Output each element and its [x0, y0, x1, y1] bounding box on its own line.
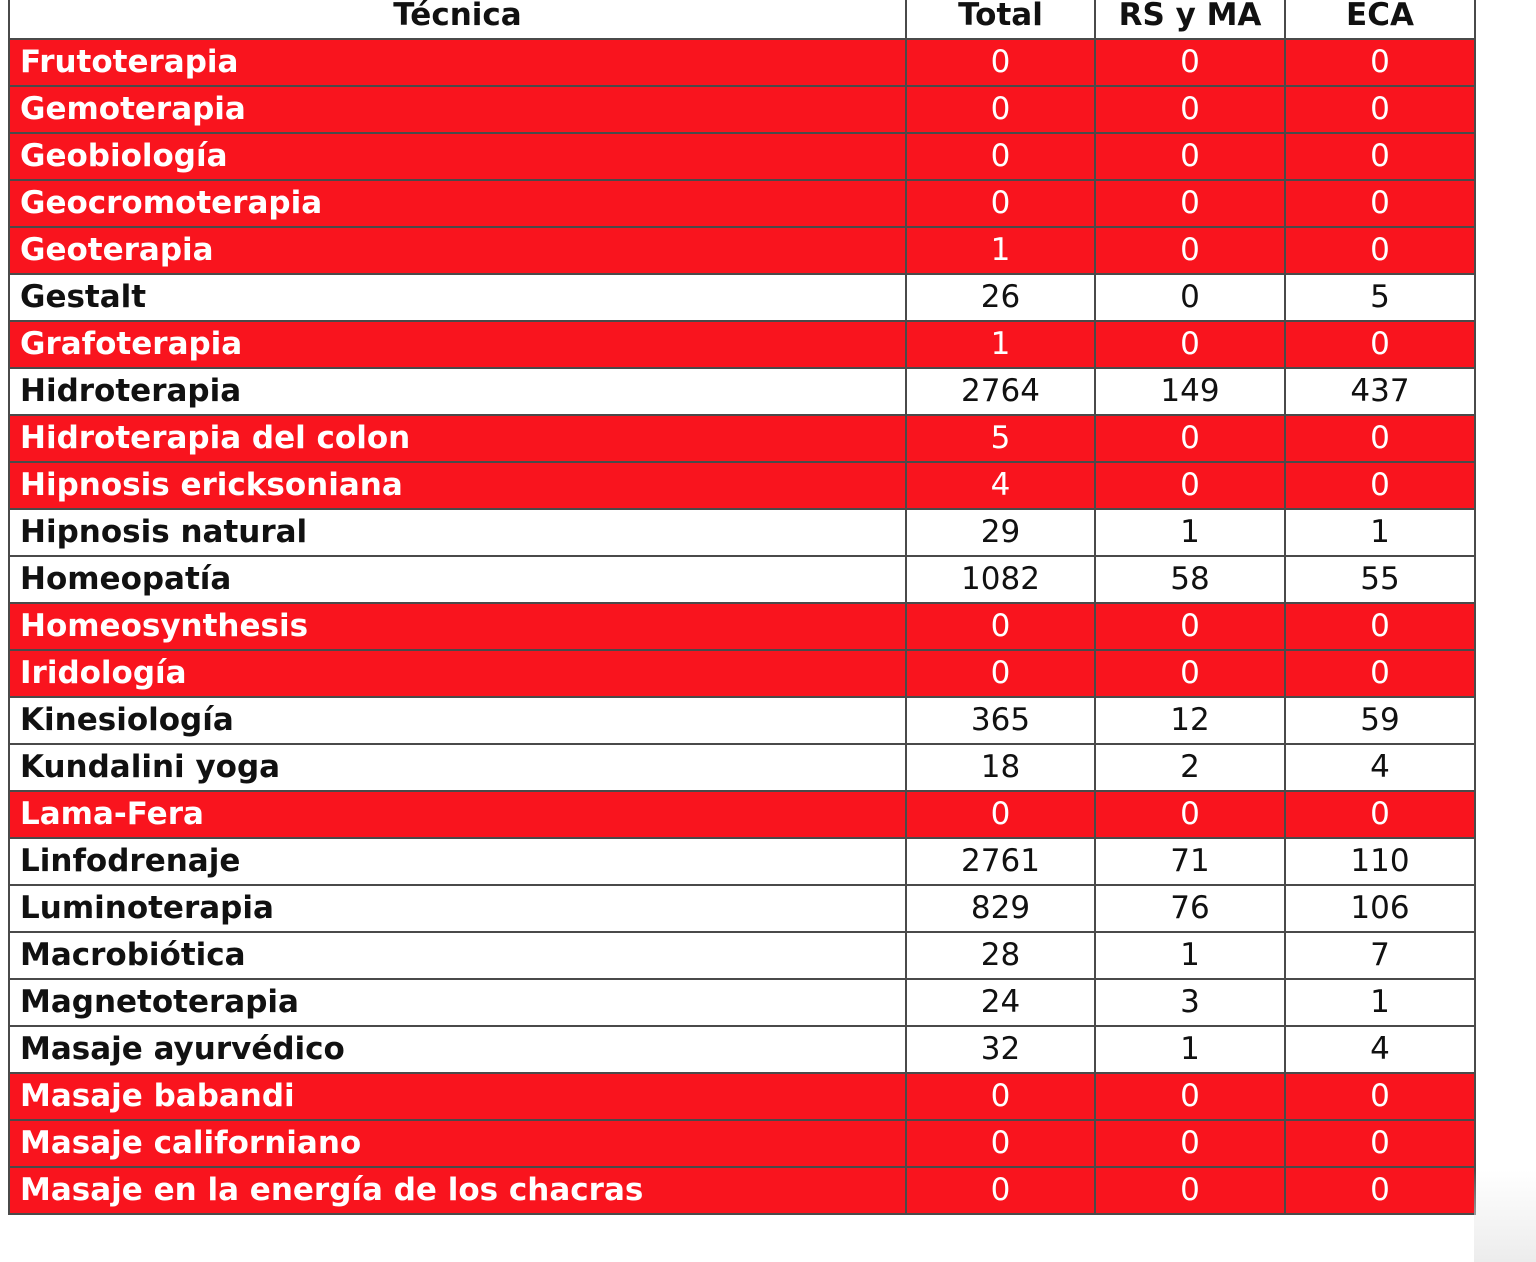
column-header-eca: ECA — [1285, 0, 1475, 39]
cell-tecnica: Linfodrenaje — [9, 838, 906, 885]
page-corner-shadow — [1474, 1170, 1536, 1262]
cell-rs-ma: 0 — [1095, 1167, 1285, 1214]
cell-eca: 0 — [1285, 462, 1475, 509]
cell-eca: 0 — [1285, 415, 1475, 462]
cell-tecnica: Kundalini yoga — [9, 744, 906, 791]
table-row — [9, 1167, 1475, 1214]
cell-rs-ma: 76 — [1095, 885, 1285, 932]
table-body — [9, 39, 1475, 1214]
table-row — [9, 744, 1475, 791]
cell-eca: 106 — [1285, 885, 1475, 932]
cell-eca: 4 — [1285, 1026, 1475, 1073]
cell-rs-ma: 71 — [1095, 838, 1285, 885]
cell-rs-ma: 0 — [1095, 650, 1285, 697]
cell-tecnica: Geoterapia — [9, 227, 906, 274]
cell-tecnica: Hipnosis ericksoniana — [9, 462, 906, 509]
table-row — [9, 227, 1475, 274]
techniques-table — [8, 0, 1476, 1215]
cell-tecnica: Hidroterapia del colon — [9, 415, 906, 462]
cell-total: 0 — [906, 1073, 1095, 1120]
cell-rs-ma: 0 — [1095, 415, 1285, 462]
table-row — [9, 838, 1475, 885]
cell-eca: 4 — [1285, 744, 1475, 791]
table-row — [9, 462, 1475, 509]
column-header-total: Total — [906, 0, 1095, 39]
table-row — [9, 86, 1475, 133]
cell-total: 0 — [906, 86, 1095, 133]
column-header-rs-ma: RS y MA — [1095, 0, 1285, 39]
cell-eca: 0 — [1285, 1167, 1475, 1214]
cell-total: 4 — [906, 462, 1095, 509]
cell-tecnica: Luminoterapia — [9, 885, 906, 932]
cell-rs-ma: 149 — [1095, 368, 1285, 415]
cell-rs-ma: 0 — [1095, 462, 1285, 509]
cell-tecnica: Homeosynthesis — [9, 603, 906, 650]
cell-total: 829 — [906, 885, 1095, 932]
cell-tecnica: Masaje babandi — [9, 1073, 906, 1120]
cell-total: 24 — [906, 979, 1095, 1026]
table-row — [9, 979, 1475, 1026]
cell-rs-ma: 1 — [1095, 509, 1285, 556]
cell-eca: 0 — [1285, 86, 1475, 133]
cell-rs-ma: 0 — [1095, 227, 1285, 274]
cell-tecnica: Kinesiología — [9, 697, 906, 744]
table-row — [9, 1120, 1475, 1167]
cell-total: 18 — [906, 744, 1095, 791]
table-row — [9, 415, 1475, 462]
cell-tecnica: Geocromoterapia — [9, 180, 906, 227]
table-row — [9, 932, 1475, 979]
cell-total: 29 — [906, 509, 1095, 556]
table-header — [9, 0, 1475, 39]
cell-tecnica: Grafoterapia — [9, 321, 906, 368]
table-row — [9, 650, 1475, 697]
cell-total: 365 — [906, 697, 1095, 744]
cell-tecnica: Hidroterapia — [9, 368, 906, 415]
cell-total: 0 — [906, 1120, 1095, 1167]
cell-total: 1082 — [906, 556, 1095, 603]
cell-tecnica: Gestalt — [9, 274, 906, 321]
table-row — [9, 885, 1475, 932]
cell-total: 2764 — [906, 368, 1095, 415]
cell-eca: 0 — [1285, 650, 1475, 697]
table-row — [9, 39, 1475, 86]
table-row — [9, 180, 1475, 227]
cell-total: 26 — [906, 274, 1095, 321]
cell-total: 0 — [906, 1167, 1095, 1214]
cell-rs-ma: 0 — [1095, 1073, 1285, 1120]
cell-tecnica: Iridología — [9, 650, 906, 697]
cell-tecnica: Masaje ayurvédico — [9, 1026, 906, 1073]
cell-eca: 0 — [1285, 1120, 1475, 1167]
cell-eca: 0 — [1285, 180, 1475, 227]
cell-total: 32 — [906, 1026, 1095, 1073]
cell-total: 0 — [906, 133, 1095, 180]
cell-total: 0 — [906, 650, 1095, 697]
cell-rs-ma: 3 — [1095, 979, 1285, 1026]
cell-eca: 55 — [1285, 556, 1475, 603]
cell-rs-ma: 58 — [1095, 556, 1285, 603]
cell-eca: 1 — [1285, 509, 1475, 556]
table-row — [9, 509, 1475, 556]
cell-tecnica: Magnetoterapia — [9, 979, 906, 1026]
header-row — [9, 0, 1475, 39]
cell-eca: 1 — [1285, 979, 1475, 1026]
cell-total: 0 — [906, 39, 1095, 86]
table-row — [9, 791, 1475, 838]
cell-rs-ma: 12 — [1095, 697, 1285, 744]
table-row — [9, 1073, 1475, 1120]
cell-eca: 0 — [1285, 791, 1475, 838]
cell-rs-ma: 0 — [1095, 321, 1285, 368]
cell-total: 2761 — [906, 838, 1095, 885]
cell-rs-ma: 0 — [1095, 603, 1285, 650]
table-row — [9, 133, 1475, 180]
cell-rs-ma: 0 — [1095, 180, 1285, 227]
cell-tecnica: Masaje en la energía de los chacras — [9, 1167, 906, 1214]
cell-rs-ma: 0 — [1095, 1120, 1285, 1167]
cell-rs-ma: 0 — [1095, 274, 1285, 321]
cell-total: 0 — [906, 180, 1095, 227]
cell-eca: 0 — [1285, 1073, 1475, 1120]
cell-tecnica: Lama-Fera — [9, 791, 906, 838]
cell-tecnica: Frutoterapia — [9, 39, 906, 86]
table-row — [9, 274, 1475, 321]
cell-eca: 0 — [1285, 227, 1475, 274]
cell-tecnica: Geobiología — [9, 133, 906, 180]
cell-rs-ma: 0 — [1095, 39, 1285, 86]
table-row — [9, 556, 1475, 603]
cell-total: 5 — [906, 415, 1095, 462]
cell-eca: 0 — [1285, 603, 1475, 650]
cell-eca: 5 — [1285, 274, 1475, 321]
cell-eca: 59 — [1285, 697, 1475, 744]
cell-total: 28 — [906, 932, 1095, 979]
table-row — [9, 321, 1475, 368]
cell-rs-ma: 0 — [1095, 86, 1285, 133]
cell-eca: 0 — [1285, 133, 1475, 180]
cell-eca: 0 — [1285, 39, 1475, 86]
cell-eca: 0 — [1285, 321, 1475, 368]
cell-eca: 7 — [1285, 932, 1475, 979]
cell-tecnica: Masaje californiano — [9, 1120, 906, 1167]
table-row — [9, 1026, 1475, 1073]
cell-total: 0 — [906, 603, 1095, 650]
cell-tecnica: Macrobiótica — [9, 932, 906, 979]
cell-eca: 110 — [1285, 838, 1475, 885]
table-row — [9, 697, 1475, 744]
techniques-table-container — [8, 0, 1474, 1215]
cell-rs-ma: 1 — [1095, 1026, 1285, 1073]
cell-tecnica: Homeopatía — [9, 556, 906, 603]
cell-total: 0 — [906, 791, 1095, 838]
cell-tecnica: Gemoterapia — [9, 86, 906, 133]
column-header-tecnica: Técnica — [9, 0, 906, 39]
cell-eca: 437 — [1285, 368, 1475, 415]
cell-rs-ma: 0 — [1095, 791, 1285, 838]
cell-rs-ma: 2 — [1095, 744, 1285, 791]
cell-total: 1 — [906, 321, 1095, 368]
table-row — [9, 368, 1475, 415]
cell-total: 1 — [906, 227, 1095, 274]
cell-rs-ma: 0 — [1095, 133, 1285, 180]
cell-tecnica: Hipnosis natural — [9, 509, 906, 556]
cell-rs-ma: 1 — [1095, 932, 1285, 979]
table-row — [9, 603, 1475, 650]
